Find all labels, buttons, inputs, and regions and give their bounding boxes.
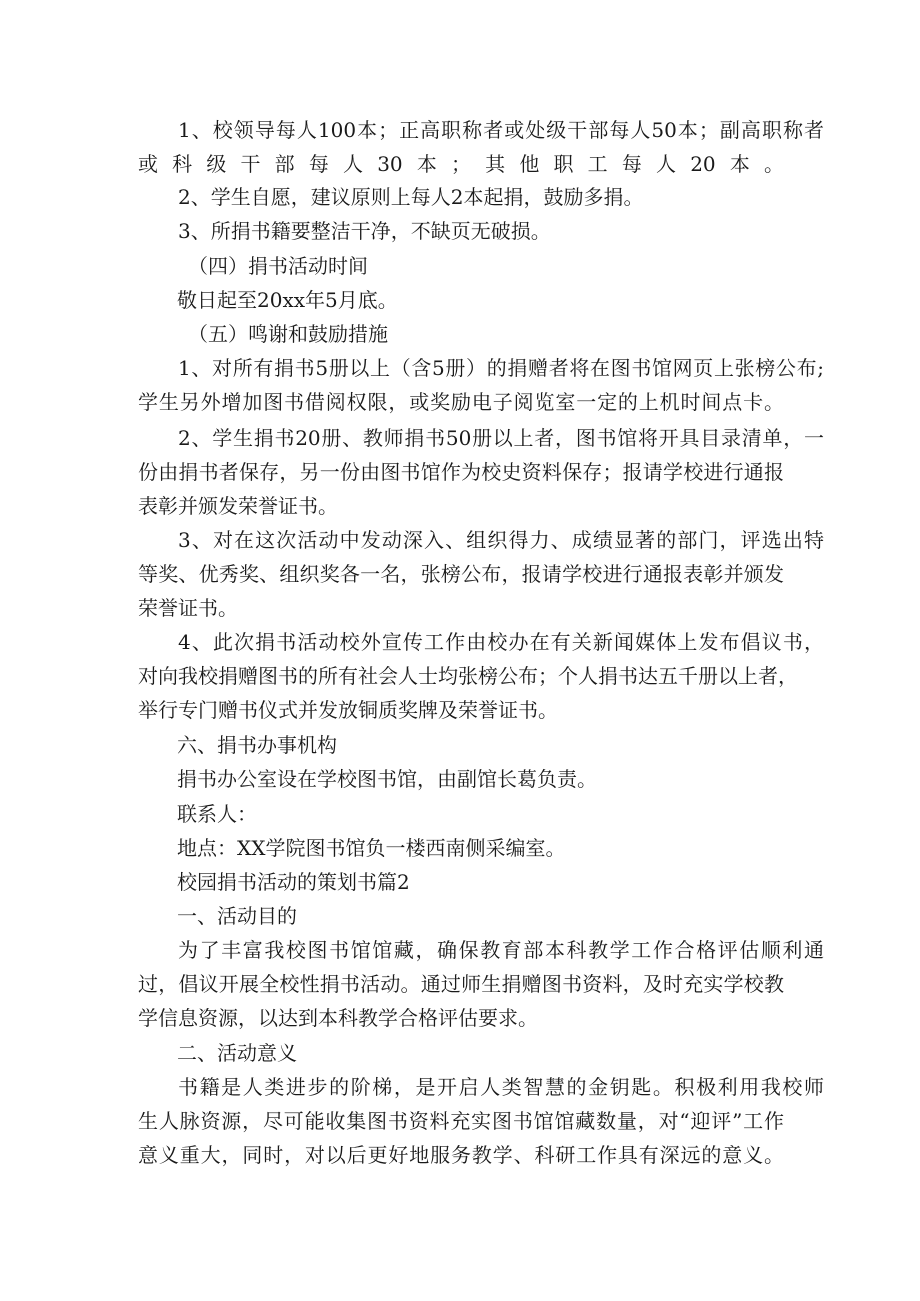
paragraph-line: 4、此次捐书活动校外宣传工作由校办在有关新闻媒体上发布倡议书， bbox=[178, 630, 824, 654]
paragraph-line: 敬日起至20xx年5月底。 bbox=[177, 288, 398, 312]
paragraph-line: 3、对在这次活动中发动深入、组织得力、成绩显著的部门，评选出特 bbox=[178, 528, 824, 552]
paragraph-line: 1、对所有捐书5册以上（含5册）的捐赠者将在图书馆网页上张榜公布; bbox=[178, 356, 824, 380]
paragraph-line: 地点：XX学院图书馆负一楼西南侧采编室。 bbox=[177, 836, 566, 860]
paragraph-line: 2、学生自愿，建议原则上每人2本起捐，鼓励多捐。 bbox=[178, 185, 644, 209]
paragraph-line: 份由捐书者保存，另一份由图书馆作为校史资料保存；报请学校进行通报 bbox=[138, 460, 784, 484]
paragraph-line: 捐书办公室设在学校图书馆，由副馆长葛负责。 bbox=[177, 767, 597, 791]
paragraph-line: 学生另外增加图书借阅权限，或奖励电子阅览室一定的上机时间点卡。 bbox=[138, 390, 784, 414]
document-subtitle: 校园捐书活动的策划书篇2 bbox=[177, 870, 410, 894]
section-heading: （五）鸣谢和鼓励措施 bbox=[188, 322, 388, 346]
paragraph-line: 举行专门赠书仪式并发放铜质奖牌及荣誉证书。 bbox=[138, 698, 558, 722]
section-heading: （四）捐书活动时间 bbox=[188, 254, 368, 278]
paragraph-line: 表彰并颁发荣誉证书。 bbox=[138, 494, 338, 518]
paragraph-line: 生人脉资源，尽可能收集图书资料充实图书馆馆藏数量，对“迎评”工作 bbox=[138, 1109, 784, 1133]
paragraph-line: 意义重大，同时，对以后更好地服务教学、科研工作具有深远的意义。 bbox=[138, 1143, 784, 1167]
paragraph-line: 学信息资源，以达到本科教学合格评估要求。 bbox=[138, 1006, 538, 1030]
paragraph-line: 联系人： bbox=[177, 802, 257, 826]
section-heading: 一、活动目的 bbox=[177, 904, 297, 928]
paragraph-line: 荣誉证书。 bbox=[138, 596, 238, 620]
paragraph-line: 书籍是人类进步的阶梯，是开启人类智慧的金钥匙。积极利用我校师 bbox=[178, 1075, 824, 1099]
paragraph-line: 等奖、优秀奖、组织奖各一名，张榜公布，报请学校进行通报表彰并颁发 bbox=[138, 562, 784, 586]
paragraph-line: 过，倡议开展全校性捐书活动。通过师生捐赠图书资料，及时充实学校教 bbox=[138, 972, 784, 996]
paragraph-line: 1、校领导每人100本；正高职称者或处级干部每人50本；副高职称者 bbox=[178, 118, 824, 142]
paragraph-line: 或科级干部每人30本；其他职工每人20本。 bbox=[138, 152, 784, 176]
section-heading: 六、捐书办事机构 bbox=[177, 733, 337, 757]
paragraph-line: 为了丰富我校图书馆馆藏，确保教育部本科教学工作合格评估顺利通 bbox=[178, 938, 824, 962]
paragraph-line: 3、所捐书籍要整洁干净，不缺页无破损。 bbox=[178, 219, 551, 243]
section-heading: 二、活动意义 bbox=[177, 1041, 297, 1065]
paragraph-line: 2、学生捐书20册、教师捐书50册以上者，图书馆将开具目录清单，一 bbox=[178, 426, 824, 450]
paragraph-line: 对向我校捐赠图书的所有社会人士均张榜公布；个人捐书达五千册以上者， bbox=[138, 664, 798, 688]
